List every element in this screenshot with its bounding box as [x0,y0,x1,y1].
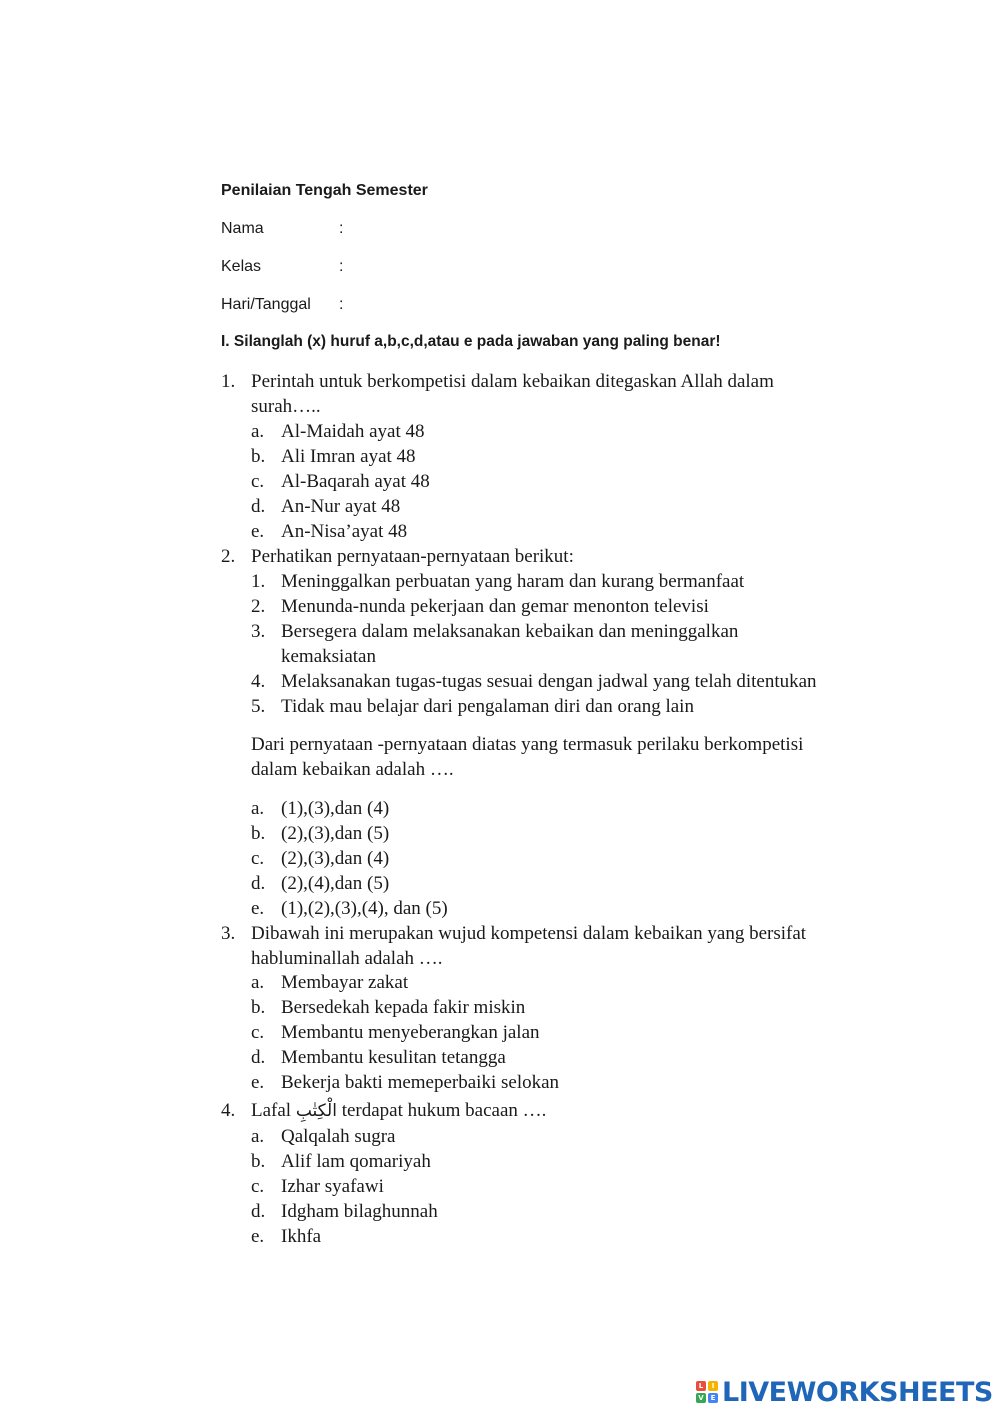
statement-text: Menunda-nunda pekerjaan dan gemar menonton televisi [281,596,709,617]
option-text: Idgham bilaghunnah [281,1201,438,1222]
option-text: Membantu menyeberangkan jalan [281,1022,540,1043]
statement-text: kemaksiatan [281,646,376,667]
question-number: 2. [221,546,236,567]
question-text: Dibawah ini merupakan wujud kompetensi dalam kebaikan yang bersifat [251,923,807,944]
statement-text: Melaksanakan tugas-tugas sesuai dengan jadwal yang telah ditentukan [281,671,817,692]
question-number: 4. [221,1100,236,1121]
option-letter: d. [251,873,266,894]
option-letter: c. [251,848,265,869]
option-text: (2),(3),dan (4) [281,848,390,869]
arabic-word: الْكِتٰبِ [295,1101,337,1121]
option-text: An-Nur ayat 48 [281,496,401,517]
option-text: An-Nisa’ayat 48 [281,521,408,542]
question-prompt: Dari pernyataan -pernyataan diatas yang termasuk perilaku berkompetisi [251,734,804,755]
question-text-after: terdapat hukum bacaan …. [341,1100,547,1121]
page-title: Penilaian Tengah Semester [221,182,428,199]
field-colon-kelas: : [339,258,344,275]
option-text: Ali Imran ayat 48 [281,446,416,467]
statement-number: 2. [251,596,266,617]
option-text: Alif lam qomariyah [281,1151,431,1172]
option-letter: d. [251,496,266,517]
field-colon-hari-tanggal: : [339,296,344,313]
liveworksheets-logo [696,1377,993,1407]
option-letter: a. [251,798,265,819]
option-letter: a. [251,421,265,442]
option-text: (1),(2),(3),(4), dan (5) [281,898,448,919]
statement-text: Bersegera dalam melaksanakan kebaikan dan meninggalkan [281,621,739,642]
logo-grid-icon [696,1381,718,1403]
option-text: Al-Maidah ayat 48 [281,421,425,442]
logo-grid-cell: L [696,1381,706,1391]
question-text: surah….. [251,396,321,417]
question-text [251,1098,546,1124]
logo-grid-cell: V [696,1393,706,1403]
option-letter: c. [251,1176,265,1197]
option-text: Izhar syafawi [281,1176,384,1197]
statement-text: Meninggalkan perbuatan yang haram dan kurang bermanfaat [281,571,745,592]
instruction: I. Silanglah (x) huruf a,b,c,d,atau e pada jawaban yang paling benar! [221,333,721,350]
statement-number: 3. [251,621,266,642]
field-label-nama: Nama [221,220,264,237]
question-text: Perintah untuk berkompetisi dalam kebaikan ditegaskan Allah dalam [251,371,774,392]
option-text: (2),(4),dan (5) [281,873,390,894]
question-text: Perhatikan pernyataan-pernyataan berikut: [251,546,574,567]
option-letter: b. [251,1151,266,1172]
question-prompt: dalam kebaikan adalah …. [251,759,454,780]
field-colon-nama: : [339,220,344,237]
logo-grid-cell: E [708,1393,718,1403]
option-letter: e. [251,1072,265,1093]
option-text: Bersedekah kepada fakir miskin [281,997,526,1018]
option-letter: c. [251,471,265,492]
statement-number: 5. [251,696,266,717]
option-text: Al-Baqarah ayat 48 [281,471,430,492]
option-letter: d. [251,1047,266,1068]
logo-text: LIVEWORKSHEETS [722,1376,993,1408]
option-letter: c. [251,1022,265,1043]
statement-number: 1. [251,571,266,592]
option-letter: a. [251,972,265,993]
option-text: (2),(3),dan (5) [281,823,390,844]
option-letter: b. [251,997,266,1018]
statement-number: 4. [251,671,266,692]
option-text: Qalqalah sugra [281,1126,396,1147]
option-text: Ikhfa [281,1226,322,1247]
option-letter: e. [251,898,265,919]
option-letter: e. [251,521,265,542]
field-label-hari-tanggal: Hari/Tanggal [221,296,311,313]
option-letter: d. [251,1201,266,1222]
option-text: Membayar zakat [281,972,409,993]
question-number: 1. [221,371,236,392]
option-letter: a. [251,1126,265,1147]
option-letter: b. [251,823,266,844]
field-label-kelas: Kelas [221,258,262,275]
question-number: 3. [221,923,236,944]
logo-grid-cell: I [708,1381,718,1391]
option-letter: b. [251,446,266,467]
option-letter: e. [251,1226,265,1247]
question-text-before: Lafal [251,1100,292,1121]
option-text: Membantu kesulitan tetangga [281,1047,506,1068]
option-text: Bekerja bakti memeperbaiki selokan [281,1072,560,1093]
option-text: (1),(3),dan (4) [281,798,390,819]
question-text: habluminallah adalah …. [251,948,443,969]
statement-text: Tidak mau belajar dari pengalaman diri dan orang lain [281,696,694,717]
